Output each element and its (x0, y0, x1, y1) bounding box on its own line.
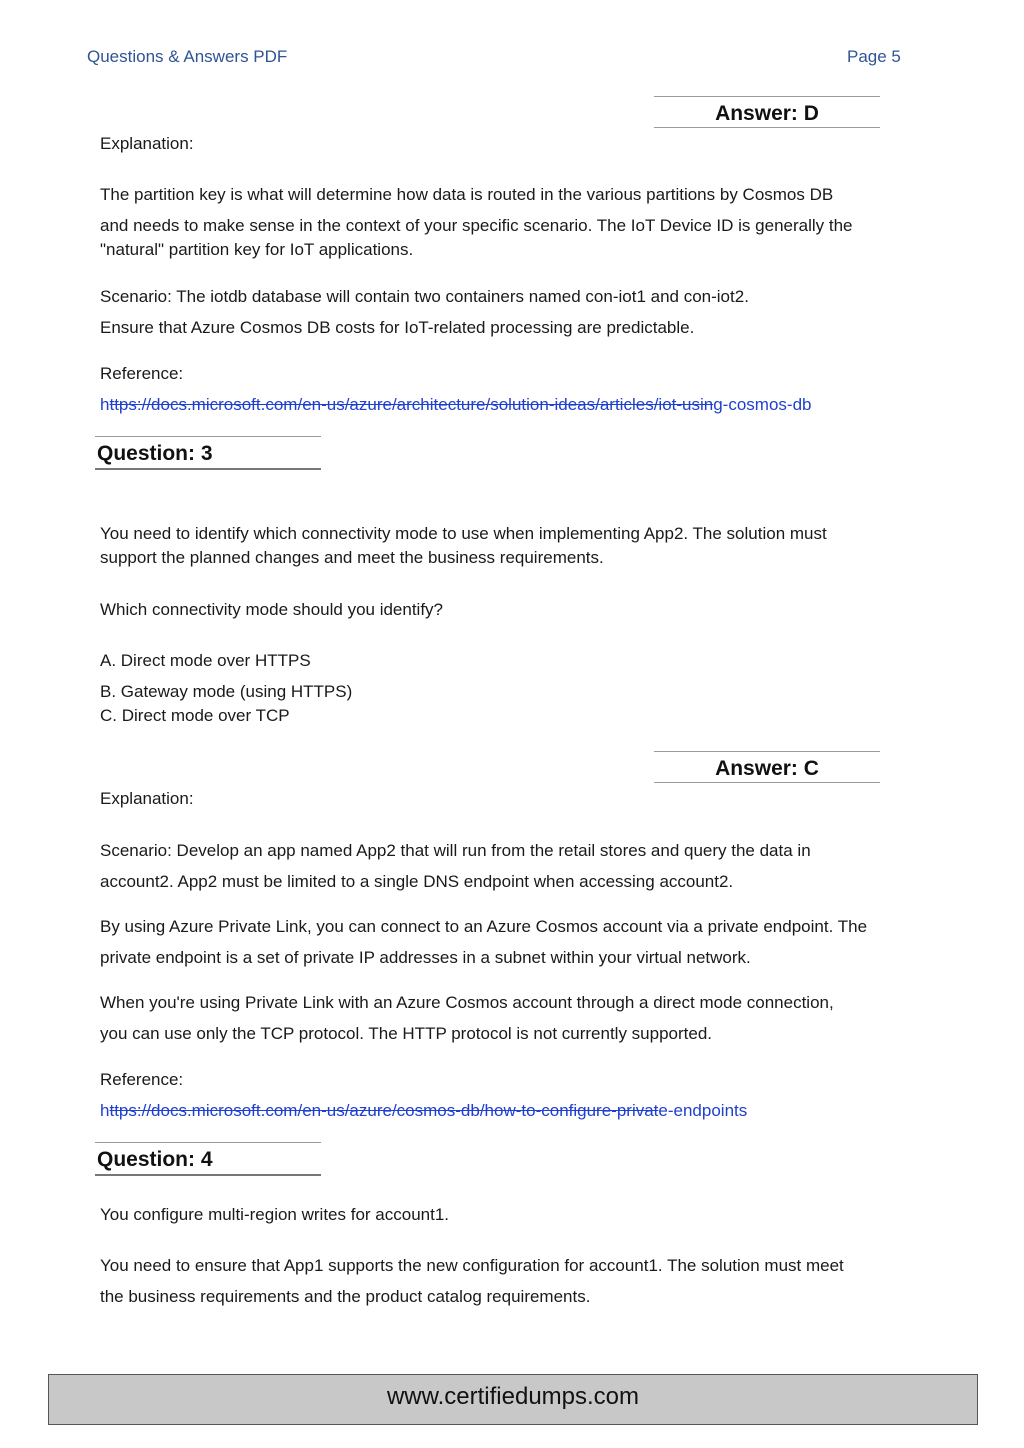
footer-banner (48, 1374, 978, 1425)
explanation-text: Scenario: Develop an app named App2 that will run from the retail stores and query the data in (100, 841, 811, 860)
scenario-text: Scenario: The iotdb database will contain two containers named con-iot1 and con-iot2. (100, 287, 749, 306)
answer-box-q3 (654, 751, 880, 783)
scenario-text: Ensure that Azure Cosmos DB costs for IoT-related processing are predictable. (100, 318, 695, 337)
reference-label: Reference: (100, 1070, 184, 1089)
question-heading-4 (95, 1142, 321, 1176)
explanation-text: account2. App2 must be limited to a single DNS endpoint when accessing account2. (100, 872, 734, 891)
explanation-text: and needs to make sense in the context of your specific scenario. The IoT Device ID is generally the (100, 216, 853, 235)
explanation-text: When you're using Private Link with an Azure Cosmos account through a direct mode connection, (100, 993, 834, 1012)
question-text: the business requirements and the product catalog requirements. (100, 1287, 591, 1306)
reference-label: Reference: (100, 364, 184, 383)
option-b: B. Gateway mode (using HTTPS) (100, 682, 353, 701)
option-c: C. Direct mode over TCP (100, 706, 290, 725)
question-prompt: Which connectivity mode should you identify? (100, 600, 444, 619)
question-text: You need to identify which connectivity mode to use when implementing App2. The solution must (100, 524, 827, 543)
question-text: You configure multi-region writes for account1. (100, 1205, 449, 1224)
answer-box-q2 (654, 96, 880, 128)
page-number: Page 5 (847, 47, 901, 66)
explanation-text: By using Azure Private Link, you can connect to an Azure Cosmos account via a private endpoint. The (100, 917, 868, 936)
reference-link-tail: e-endpoints (658, 1101, 748, 1120)
answer-label: Answer: D (715, 102, 819, 125)
reference-link-struck: ttps://docs.microsoft.com/en-us/azure/architecture/solution-ideas/articles/iot-usin (109, 395, 714, 414)
explanation-label: Explanation: (100, 134, 194, 153)
question-heading-3 (95, 436, 321, 470)
question-title: Question: 4 (97, 1148, 213, 1171)
explanation-text: private endpoint is a set of private IP addresses in a subnet within your virtual network. (100, 948, 751, 967)
question-text: You need to ensure that App1 supports the new configuration for account1. The solution must meet (100, 1256, 844, 1275)
question-text: support the planned changes and meet the business requirements. (100, 548, 604, 567)
reference-link-struck: ttps://docs.microsoft.com/en-us/azure/cosmos-db/how-to-configure-privat (109, 1101, 659, 1120)
explanation-text: you can use only the TCP protocol. The HTTP protocol is not currently supported. (100, 1024, 713, 1043)
question-title: Question: 3 (97, 442, 213, 465)
reference-link-start: h (100, 1101, 110, 1120)
reference-link-start: h (100, 395, 110, 414)
answer-label: Answer: C (715, 757, 819, 780)
explanation-label: Explanation: (100, 789, 194, 808)
explanation-text: The partition key is what will determine how data is routed in the various partitions by Cosmos DB (100, 185, 834, 204)
footer-website[interactable]: www.certifiedumps.com (386, 1383, 640, 1410)
reference-link-tail: g-cosmos-db (713, 395, 812, 414)
reference-link[interactable] (100, 1101, 747, 1121)
option-a: A. Direct mode over HTTPS (100, 651, 311, 670)
reference-link[interactable] (100, 395, 811, 415)
explanation-text: "natural" partition key for IoT applications. (100, 240, 414, 259)
header-title: Questions & Answers PDF (87, 47, 288, 66)
